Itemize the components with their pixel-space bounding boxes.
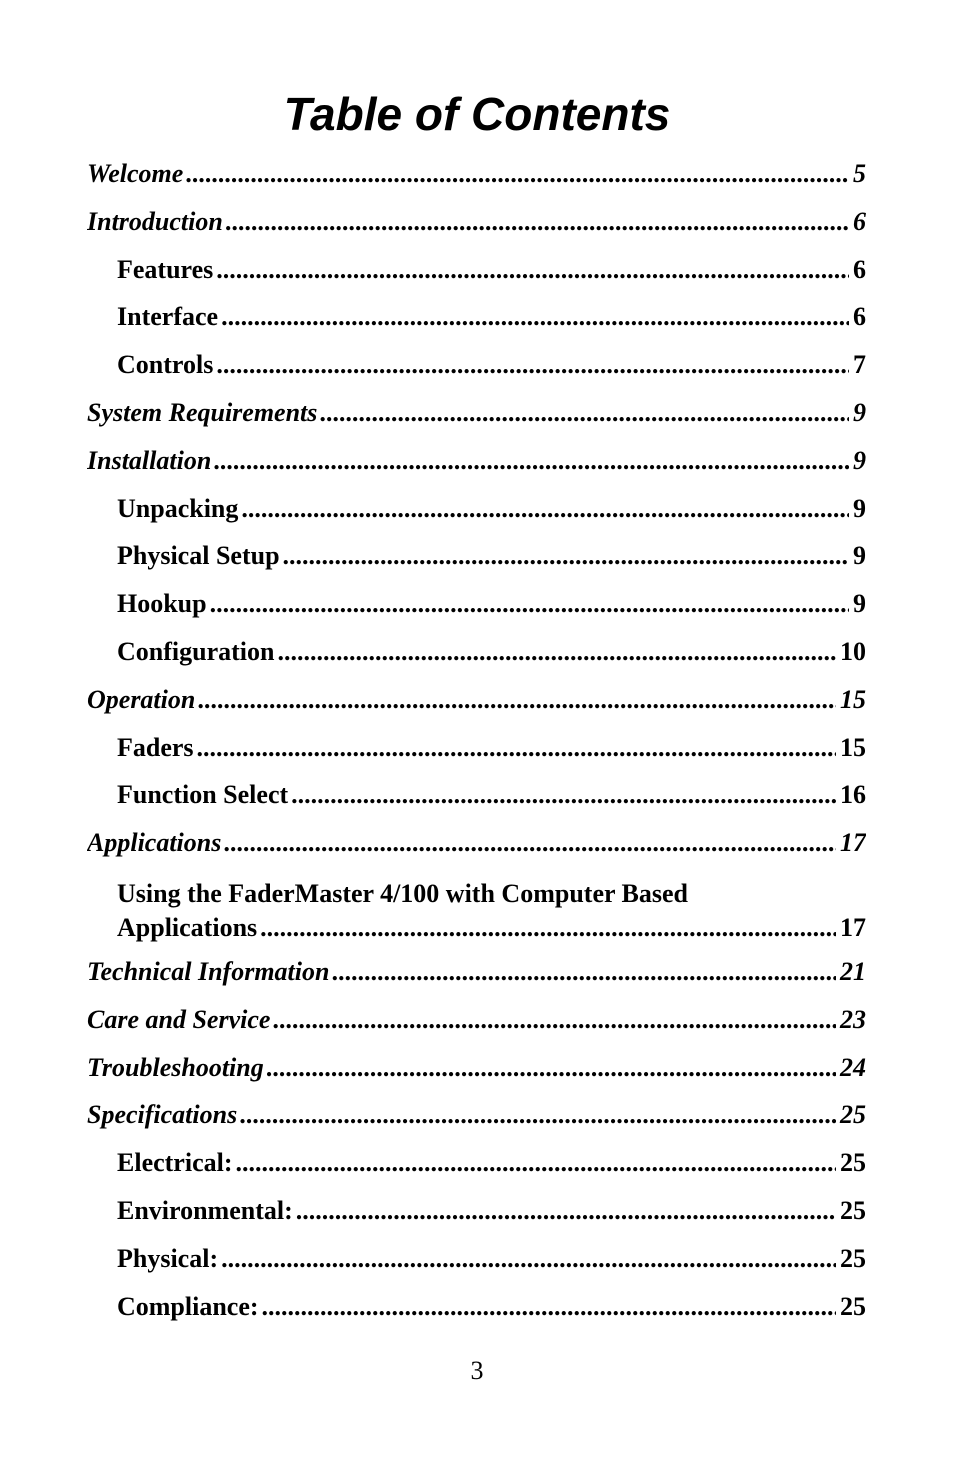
toc-entry-label: Electrical:: [117, 1148, 233, 1178]
toc-entry-label: Hookup: [117, 589, 207, 619]
dot-leader: [214, 437, 849, 485]
dot-leader: [273, 996, 836, 1044]
toc-entry-page: 25: [840, 1291, 866, 1321]
dot-leader: [332, 948, 836, 996]
toc-entry-page: 6: [853, 302, 866, 332]
toc-entry-page: 16: [840, 780, 866, 810]
dot-leader: [320, 389, 849, 437]
toc-entry-label: Installation: [87, 445, 212, 475]
toc-entry-label: Interface: [117, 302, 219, 332]
dot-leader: [291, 771, 836, 819]
toc-entry-configuration[interactable]: [87, 628, 866, 676]
dot-leader: [186, 150, 849, 198]
toc-entry-label: Features: [117, 254, 214, 284]
toc-entry-label: Welcome: [87, 159, 184, 188]
dot-leader: [210, 580, 849, 628]
toc-entry-page: 6: [853, 206, 866, 236]
toc-entry-label: Faders: [117, 732, 194, 762]
dot-leader: [221, 293, 849, 341]
toc-entry-page: 25: [840, 1148, 866, 1178]
toc-entry-technical-information[interactable]: [87, 948, 866, 996]
toc-entry-page: 5: [853, 159, 866, 188]
toc-entry-hookup[interactable]: [87, 580, 866, 628]
toc-entry-page: 17: [840, 828, 866, 858]
toc-entry-environmental[interactable]: [87, 1187, 866, 1235]
dot-leader: [260, 911, 836, 945]
toc-entry-page: 15: [840, 732, 866, 762]
toc-entry-page: 24: [840, 1052, 866, 1082]
dot-leader: [283, 532, 849, 580]
dot-leader: [197, 724, 836, 772]
toc-entry-label: Troubleshooting: [87, 1052, 264, 1082]
toc-entry-line2: [117, 911, 866, 945]
dot-leader: [296, 1187, 836, 1235]
toc-entry-features[interactable]: [87, 246, 866, 294]
page-number: 3: [470, 1356, 484, 1385]
toc-entry-label: Configuration: [117, 636, 275, 666]
toc-entry-function-select[interactable]: [87, 771, 866, 819]
toc-entry-applications[interactable]: [87, 819, 866, 867]
toc-entry-page: 25: [840, 1243, 866, 1273]
toc-entry-system-requirements[interactable]: [87, 389, 866, 437]
toc-entry-using-fadermaster[interactable]: [87, 867, 866, 948]
toc-entry-installation[interactable]: [87, 437, 866, 485]
dot-leader: [236, 1139, 837, 1187]
toc-entry-label: Introduction: [87, 206, 223, 236]
dot-leader: [216, 246, 849, 294]
dot-leader: [240, 1091, 836, 1139]
toc-entry-label: Technical Information: [87, 956, 330, 986]
toc-entry-label: Controls: [117, 350, 214, 380]
dot-leader: [226, 198, 849, 246]
toc-entry-specifications[interactable]: [87, 1091, 866, 1139]
toc-entry-label-line2: Applications: [117, 912, 258, 942]
toc-entry-label: Applications: [87, 828, 222, 858]
dot-leader: [277, 628, 836, 676]
toc-entry-electrical[interactable]: [87, 1139, 866, 1187]
toc-entry-label: Compliance:: [117, 1291, 259, 1321]
table-of-contents: [87, 150, 866, 1330]
dot-leader: [221, 1235, 836, 1283]
toc-entry-label: Physical:: [117, 1243, 219, 1273]
toc-entry-introduction[interactable]: [87, 198, 866, 246]
toc-entry-page: 25: [840, 1195, 866, 1225]
toc-entry-physical[interactable]: [87, 1235, 866, 1283]
toc-entry-page: 25: [840, 1100, 866, 1130]
toc-entry-label: Specifications: [87, 1100, 238, 1130]
dot-leader: [198, 676, 836, 724]
toc-entry-faders[interactable]: [87, 724, 866, 772]
toc-entry-page: 7: [853, 350, 866, 380]
toc-entry-page: 9: [853, 541, 866, 571]
dot-leader: [224, 819, 836, 867]
toc-entry-label: Unpacking: [117, 493, 239, 523]
toc-entry-page: 9: [853, 589, 866, 619]
toc-entry-label: Environmental:: [117, 1195, 293, 1225]
toc-entry-page: 6: [853, 254, 866, 284]
dot-leader: [262, 1283, 836, 1331]
dot-leader: [267, 1044, 836, 1092]
dot-leader: [216, 341, 849, 389]
toc-entry-page: 9: [853, 445, 866, 475]
toc-entry-physical-setup[interactable]: [87, 532, 866, 580]
toc-entry-label: Care and Service: [87, 1004, 271, 1034]
toc-entry-label: Operation: [87, 684, 196, 714]
toc-entry-compliance[interactable]: [87, 1283, 866, 1331]
toc-entry-welcome[interactable]: [87, 150, 866, 198]
toc-entry-troubleshooting[interactable]: [87, 1044, 866, 1092]
dot-leader: [241, 485, 849, 533]
toc-entry-page: 10: [840, 636, 866, 666]
page-title: Table of Contents: [283, 88, 671, 140]
toc-entry-label-line1: Using the FaderMaster 4/100 with Computer Based: [117, 878, 689, 908]
toc-entry-page: 15: [840, 684, 866, 714]
toc-entry-interface[interactable]: [87, 293, 866, 341]
toc-entry-page: 23: [840, 1004, 866, 1034]
toc-entry-label: Physical Setup: [117, 541, 280, 571]
toc-entry-label: Function Select: [117, 780, 289, 810]
toc-entry-page: 21: [840, 956, 866, 986]
toc-entry-label: System Requirements: [87, 397, 318, 427]
toc-entry-page: 9: [853, 493, 866, 523]
toc-entry-controls[interactable]: [87, 341, 866, 389]
toc-entry-care-and-service[interactable]: [87, 996, 866, 1044]
toc-entry-unpacking[interactable]: [87, 485, 866, 533]
toc-entry-operation[interactable]: [87, 676, 866, 724]
toc-entry-page: 9: [853, 397, 866, 427]
toc-entry-page: 17: [840, 912, 866, 942]
